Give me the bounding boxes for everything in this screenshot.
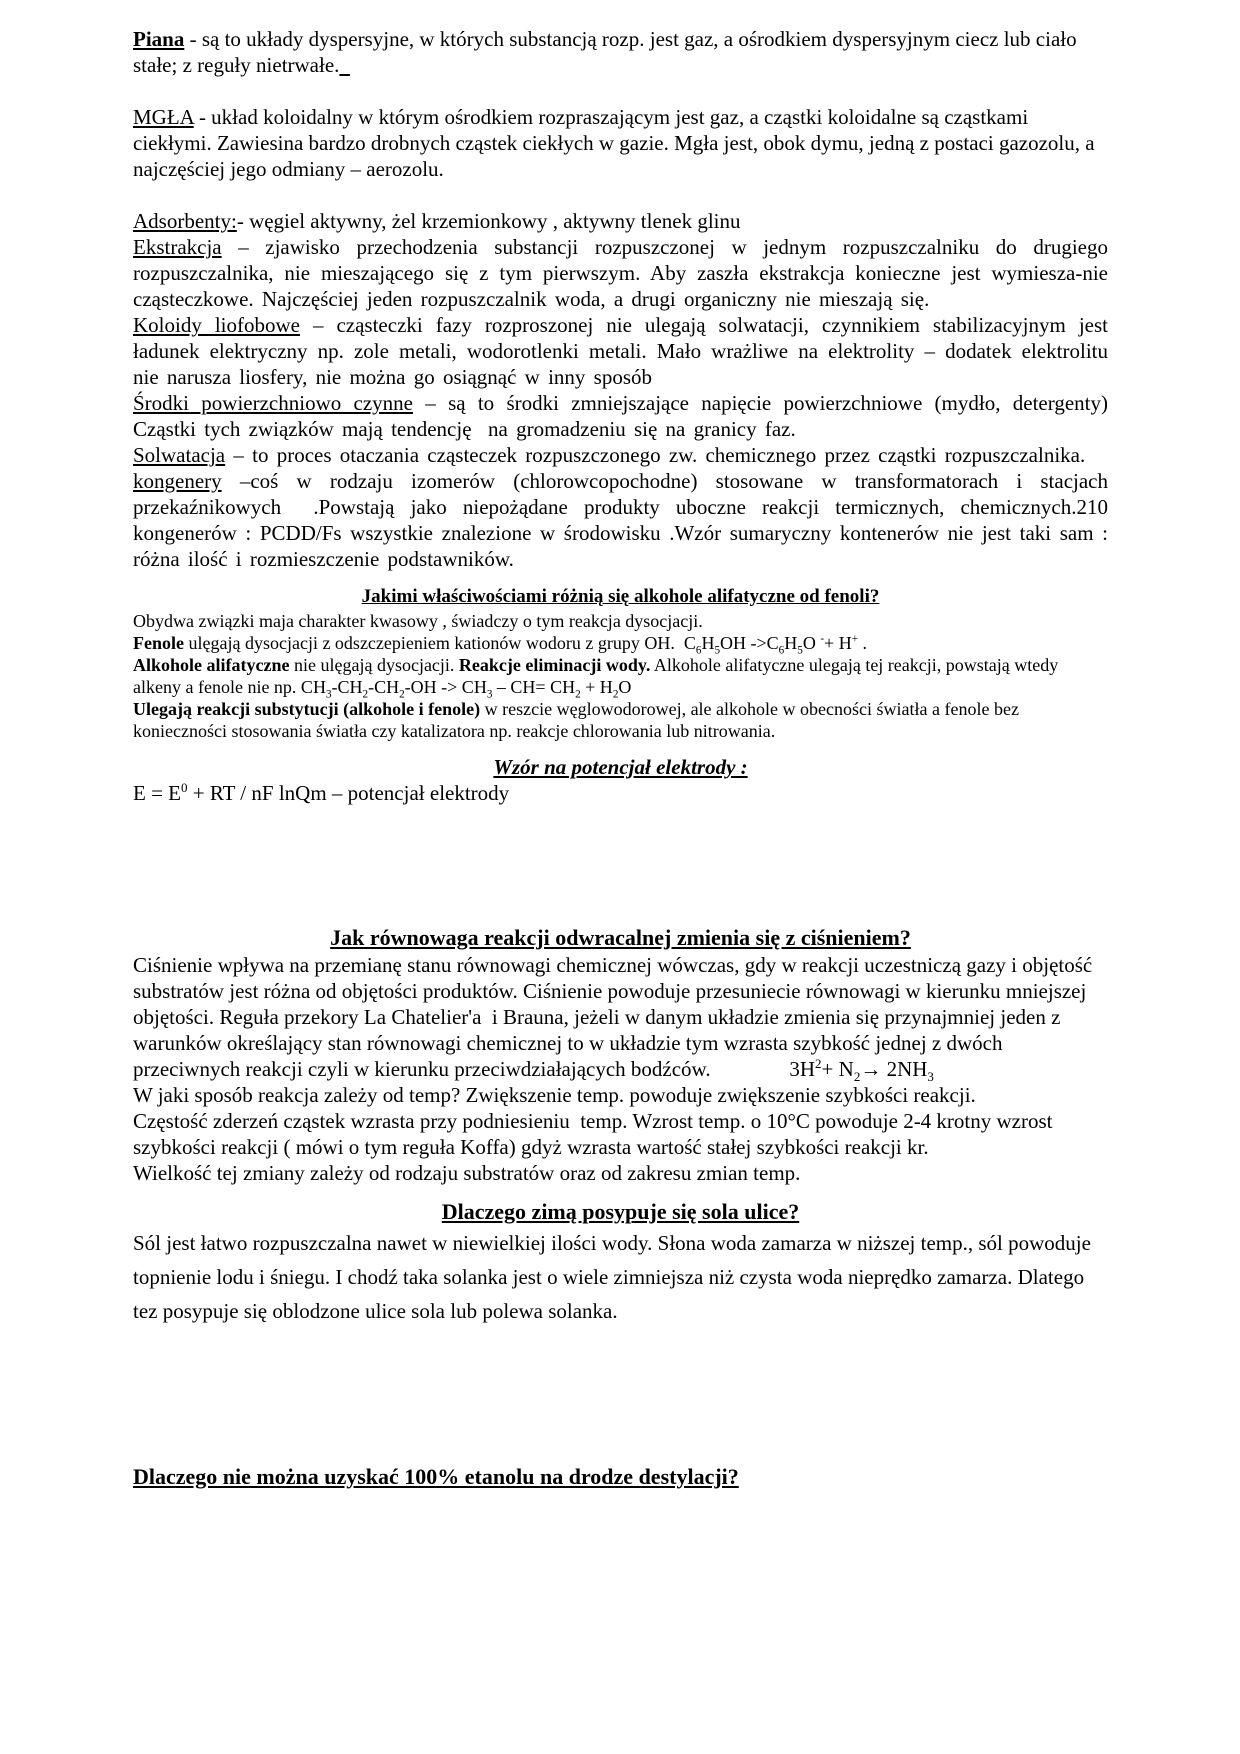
para-fenole (133, 632, 1108, 657)
text-segment: Ciśnienie wpływa na przemianę stanu równowagi chemicznej wówczas, gdy w reakcji uczestniczą gazy i objętość substratów jest różna od objętości produktów. Ciśnienie powoduje przesuniecie równowagi w kierunku mniejszej objętości. Reguła przekory La Chatelier'a i Brauna, jeżeli w danym układzie zmienia się przynajmniej jeden z warunków określający stan równowagi chemicznej to w układzie tym wzrasta szybkość jednej z dwóch przeciwnych reakcji czyli w kierunku przeciwdziałających bodźców. (133, 953, 1093, 1081)
text-segment: - węgiel aktywny, żel krzemionkowy , aktywny tlenek glinu (236, 209, 741, 233)
text-segment: H (784, 633, 798, 653)
text-segment: E = E (133, 781, 181, 805)
text-segment: 2 (853, 1069, 861, 1085)
text-segment: – zjawisko przechodzenia substancji rozpuszczonej w jednym rozpuszczalniku do drugiego rozpuszczalnika, nie mieszającego się z tym pierwszym. Aby zaszła ekstrakcja konieczne jest wymiesza-nie cząsteczkowe. Najczęściej jeden rozpuszczalnik woda, a drugi organiczny nie mieszają się. (133, 235, 1108, 311)
text-segment: W jaki sposób reakcja zależy od temp? Zwiększenie temp. powoduje zwiększenie szybkości reakcji. (133, 1083, 976, 1107)
text-segment: Alkohole alifatyczne ulegają tej reakcji, powstają wtedy alkeny a fenole nie np. CH (133, 655, 1059, 697)
text-segment: Solwatacja (133, 443, 226, 467)
text-segment: – CH= CH (492, 677, 576, 697)
text-segment: Dlaczego nie można uzyskać 100% etanolu na drodze destylacji? (133, 1464, 739, 1489)
text-segment: + (851, 633, 858, 645)
text-segment: Wielkość tej zmiany zależy od rodzaju substratów oraz od zakresu zmian temp. (133, 1161, 801, 1185)
text-segment: Alkohole alifatyczne (133, 655, 290, 675)
text-segment: Częstość zderzeń cząstek wzrasta przy podniesieniu temp. Wzrost temp. o 10°C powoduje 2-4 krotny wzrost szybkości reakcji ( mówi o tym reguła Koffa) gdyż wzrasta wartość stałej szybkości reakcji kr. (133, 1109, 1053, 1159)
text-segment: 6 (778, 644, 785, 657)
para-temperatura-2 (133, 1108, 1108, 1160)
text-segment: 3 (927, 1069, 934, 1085)
para-adsorbenty (133, 208, 1108, 234)
heading-rownowaga-cisnienie (133, 924, 1108, 952)
text-segment: – to proces otaczania cząsteczek rozpuszczonego zw. chemicznego przez cząstki rozpuszczalnika. (225, 443, 1086, 467)
document-body (133, 26, 1108, 1491)
para-ekstrakcja (133, 234, 1108, 312)
text-segment: 2 (399, 688, 405, 701)
heading-sol-ulice (133, 1198, 1108, 1226)
text-segment: . (858, 633, 867, 653)
text-segment: Reakcje eliminacji wody. (458, 655, 651, 675)
text-segment: Ulegają reakcji substytucji (alkohole i fenole) (133, 699, 481, 719)
text-segment: Koloidy liofobowe (133, 313, 300, 337)
para-cisnienie (133, 952, 1108, 1085)
text-segment: 2 (362, 688, 369, 701)
para-koloidy-liofobowe (133, 312, 1108, 390)
text-segment: 5 (714, 644, 721, 657)
text-segment: Piana (133, 27, 185, 51)
text-segment: -CH (368, 677, 400, 697)
text-segment: Sól jest łatwo rozpuszczalna nawet w niewielkiej ilości wody. Słona woda zamarza w niższej temp., sól powoduje topnienie lodu i śniegu. I chodź taka solanka jest o wiele zimniejsza niż czysta woda nieprędko zamarza. Dlatego tez posypuje się oblodzone ulice sola lub polewa solanka. (133, 1231, 1091, 1323)
text-segment: 2 (815, 1056, 822, 1071)
text-segment: – są to środki zmniejszające napięcie powierzchniowe (mydło, detergenty) Cząstki tych związków mają tendencję na gromadzeniu się na granicy faz. (133, 391, 1108, 441)
text-segment: 2 (612, 688, 619, 701)
text-segment: MGŁA (133, 105, 194, 129)
text-segment: Ekstrakcja (133, 235, 222, 259)
text-segment: - (820, 633, 825, 645)
text-segment: 3 (325, 688, 332, 701)
text-segment: ulęgają dysocjacji z odszczepieniem kationów wodoru z grupy OH. C (184, 633, 696, 653)
para-solwatacja (133, 442, 1108, 468)
text-segment: -CH (331, 677, 363, 697)
para-temperatura-1 (133, 1082, 1108, 1108)
text-segment: – cząsteczki fazy rozproszonej nie ulegają solwatacji, czynnikiem stabilizacyjnym jest ładunek elektryczny np. zole metali, wodorotlenki metali. Mało wrażliwe na elektrolity – dodatek elektrolitu nie narusza liosfery, nie można go osiągnąć w inny sposób (133, 313, 1109, 389)
text-segment: 3H (710, 1057, 816, 1081)
text-segment: 5 (797, 644, 803, 657)
text-segment: OH ->C (720, 633, 779, 653)
text-segment: + H (824, 633, 852, 653)
text-segment: → (860, 1057, 882, 1081)
text-segment: O (802, 633, 821, 653)
para-srodki-powierzchniowe (133, 390, 1108, 442)
text-segment: nie ulęgają dysocjacji. (289, 655, 459, 675)
para-obydwa-zwiazki (133, 610, 1108, 632)
para-temperatura-3 (133, 1160, 1108, 1186)
text-segment: + RT / nF lnQm – potencjał elektrody (187, 781, 510, 805)
text-segment: w reszcie węglowodorowej, ale alkohole w obecności światła a fenole bez konieczności stosowania światła czy katalizatora np. reakcje chlorowania lub nitrowania. (133, 699, 1019, 741)
text-segment: –coś w rodzaju izomerów (chlorowcopochodne) stosowane w transformatorach i stacjach przekaźnikowych .Powstają jako niepożądane produkty uboczne reakcji termicznych, chemicznych.210 kongenerów : PCDD/Fs wszystkie znalezione w środowisku .Wzór sumaryczny kontenerów nie jest taki sam : różna ilość i rozmieszczenie podstawników. (133, 469, 1108, 571)
text-segment: + H (580, 677, 613, 697)
text-segment: Adsorbenty: (133, 209, 237, 233)
para-mgla (133, 104, 1108, 182)
text-segment: Wzór na potencjał elektrody : (493, 755, 748, 779)
text-segment: - są to układy dyspersyjne, w których substancją rozp. jest gaz, a ośrodkiem dyspersyjnym ciecz lub ciało stałe; z reguły nietrwałe. (133, 27, 1077, 77)
text-segment: 3 (486, 688, 493, 701)
text-segment: Jak równowaga reakcji odwracalnej zmienia się z ciśnieniem? (330, 925, 911, 950)
text-segment (339, 53, 350, 77)
text-segment: Jakimi właściwościami różnią się alkohole alifatyczne od fenoli? (361, 586, 880, 607)
text-segment: kongenery (133, 469, 222, 493)
heading-wzor-potencjal (133, 754, 1108, 780)
text-segment: 2 (575, 688, 581, 701)
text-segment: Obydwa związki maja charakter kwasowy , świadczy o tym reakcja dysocjacji. (133, 611, 703, 631)
para-substytucja (133, 698, 1108, 742)
para-kongenery (133, 468, 1108, 572)
text-segment: Środki powierzchniowo czynne (133, 391, 413, 415)
text-segment: O (618, 677, 632, 697)
para-piana (133, 26, 1108, 78)
text-segment: H (701, 633, 715, 653)
heading-etanol-destylacja (133, 1463, 1108, 1491)
text-segment: -OH -> CH (404, 677, 487, 697)
text-segment: + N (821, 1057, 854, 1081)
text-segment: 6 (695, 644, 702, 657)
text-segment: - układ koloidalny w którym ośrodkiem rozpraszającym jest gaz, a cząstki koloidalne są cząstkami ciekłymi. Zawiesina bardzo drobnych cząstek ciekłych w gazie. Mgła jest, obok dymu, jedną z postaci gazozolu, a najczęściej jego odmiany – aerozolu. (133, 105, 1095, 181)
text-segment: Dlaczego zimą posypuje się sola ulice? (441, 1199, 800, 1224)
text-segment: 0 (181, 780, 188, 795)
text-segment: Fenole (133, 633, 184, 653)
heading-alkohole-fenole (133, 584, 1108, 610)
para-alkohole-alifatyczne (133, 654, 1108, 701)
para-wzor-elektrody (133, 780, 1108, 806)
text-segment: 2NH (881, 1057, 928, 1081)
para-sol (133, 1226, 1108, 1328)
